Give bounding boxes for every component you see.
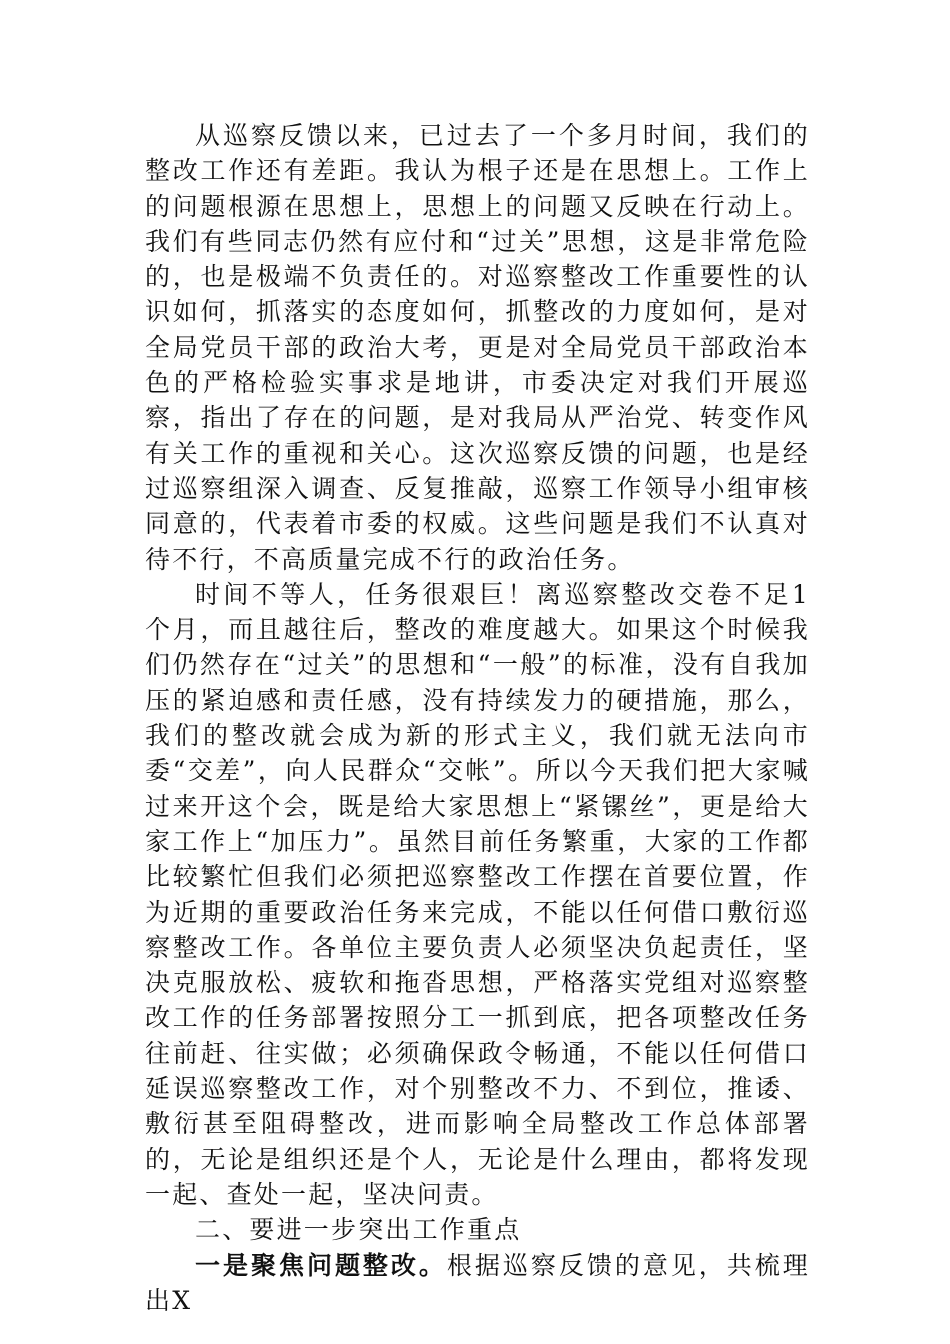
section-heading-work-focus: 二、要进一步突出工作重点 — [195, 1215, 522, 1245]
paragraph-time-urgency: 时间不等人，任务很艰巨！离巡察整改交卷不足1个月，而且越往后，整改的难度越大。如果这个时候我们仍然存在“过关”的思想和“一般”的标准，没有自我加压的紧迫感和责任感，没有持续发力的硬措施，那么，我们的整改就会成为新的形式主义，我们就无法向市委“交差”，向人民群众“交帐”。所以今天我们把大家喊过来开这个会，既是给大家思想上“紧镙丝”，更是给大家工作上“加压力”。虽然目前任务繁重，大家的工作都比较繁忙但我们必须把巡察整改工作摆在首要位置，作为近期的重要政治任务来完成，不能以任何借口敷衍巡察整改工作。各单位主要负责人必须坚决负起责任，坚决克服放松、疲软和拖沓思想，严格落实党组对巡察整改工作的任务部署按照分工一抓到底，把各项整改任务往前赶、往实做；必须确保政令畅通，不能以任何借口延误巡察整改工作，对个别整改不力、不到位，推诿、敷衍甚至阻碍整改，进而影响全局整改工作总体部署的，无论是组织还是个人，无论是什么理由，都将发现一起、查处一起，坚决问责。 — [145, 579, 810, 1209]
paragraph-inspection-feedback: 从巡察反馈以来，已过去了一个多月时间，我们的整改工作还有差距。我认为根子还是在思想上。工作上的问题根源在思想上，思想上的问题又反映在行动上。我们有些同志仍然有应付和“过关”思想，这是非常危险的，也是极端不负责任的。对巡察整改工作重要性的认识如何，抓落实的态度如何，抓整改的力度如何，是对全局党员干部的政治大考，更是对全局党员干部政治本色的严格检验实事求是地讲，市委决定对我们开展巡察，指出了存在的问题，是对我局从严治党、转变作风有关工作的重视和关心。这次巡察反馈的问题，也是经过巡察组深入调查、反复推敲，巡察工作领导小组审核同意的，代表着市委的权威。这些问题是我们不认真对待不行，不高质量完成不行的政治任务。 — [145, 121, 810, 574]
document-body — [145, 118, 810, 1318]
paragraph-lead-bold: 一是聚焦问题整改。 — [195, 1250, 447, 1280]
paragraph-text: 根据巡察反馈的意见，共梳理出X — [145, 1250, 810, 1315]
paragraph-problem-rectification — [145, 1248, 810, 1319]
